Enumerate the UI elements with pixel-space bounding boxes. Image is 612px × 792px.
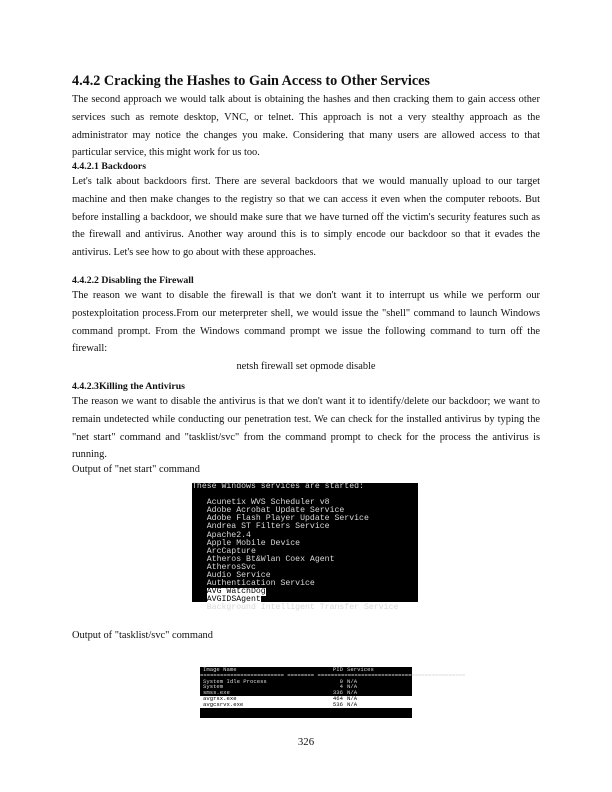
console-line: Adobe Acrobat Update Service	[192, 506, 345, 516]
tasklist-row	[200, 702, 412, 708]
cell-pid: 0	[339, 677, 343, 685]
console-line: Audio Service	[192, 571, 271, 581]
cell-pid: 4	[339, 683, 343, 691]
console-line: Apache2.4	[192, 530, 251, 540]
console-line: Adobe Flash Player Update Service	[192, 514, 369, 524]
cell-services: Services	[347, 666, 374, 673]
section-heading: 4.4.2 Cracking the Hashes to Gain Access to Other Services	[72, 73, 430, 89]
console-line: AtherosSvc	[192, 562, 256, 572]
cell-image-name: System Idle Process	[203, 677, 267, 685]
highlighted-service: AVGIDSAgent	[206, 595, 261, 605]
cell-services: N/A	[347, 700, 358, 708]
cell-services: N/A	[347, 689, 358, 697]
intro-paragraph: The second approach we would talk about is obtaining the hashes and then cracking them to gain access other services such as remote desktop, VNC, or telnet. This approach is not a very stealthy approach as the administrator may notice the changes you make. Considering that many users are allowed access to that particular service, this might work for us too.	[72, 94, 540, 159]
figure1-caption: Output of "net start" command	[72, 464, 200, 475]
console-line: ArcCapture	[192, 546, 256, 556]
cell-pid: PID	[332, 666, 343, 673]
console-line: Authentication Service	[192, 579, 315, 589]
console-line: These Windows services are started:	[192, 482, 364, 491]
net-start-console-screenshot	[192, 482, 418, 613]
cell-services: N/A	[347, 677, 358, 685]
cell-image-name: System	[203, 683, 224, 691]
firewall-paragraph: The reason we want to disable the firewall is that we don't want it to interrupt us while we perform our postexploitation process.From our meterpreter shell, we would issue the "shell" command to launch Windows command prompt. From the Windows command prompt we issue the following command to turn off the firewall:	[72, 290, 540, 355]
backdoors-heading: 4.4.2.1 Backdoors	[72, 161, 147, 172]
console-line: Atheros Bt&Wlan Coex Agent	[192, 554, 335, 564]
firewall-heading: 4.4.2.2 Disabling the Firewall	[72, 275, 194, 286]
console-line: Background Intelligent Transfer Service	[192, 603, 399, 613]
firewall-command: netsh firewall set opmode disable	[236, 361, 376, 372]
cell-pid: 336	[332, 689, 343, 697]
console-line: Apple Mobile Device	[192, 538, 301, 548]
cell-image-name: Image Name	[203, 666, 237, 673]
cell-image-name: avgrsx.exe	[203, 694, 237, 702]
backdoors-paragraph: Let's talk about backdoors first. There are several backdoors that we would manually upload to our target machine and then make changes to the registry so that we can access it even when the computer reboots. But before installing a backdoor, we should make sure that we have turned off the victim's security features such as the firewall and antivirus. Another way around this is to simply encode our backdoor so that it evades the antivirus. Let's see how to go about with these approaches.	[72, 176, 540, 259]
cell-image-name: smss.exe	[203, 689, 230, 697]
antivirus-paragraph: The reason we want to disable the antivirus is that we don't want it to identify/delete our backdoor; we want to remain undetected while conducting our penetration test. We can check for the installed antivirus by typing the "net start" command and "tasklist/svc" from the command prompt to check for the process the antivirus is running.	[72, 396, 540, 461]
cell-services: N/A	[347, 683, 358, 691]
console-line: Acunetix WVS Scheduler v8	[192, 498, 330, 508]
tasklist-separator: ========================= ======== ============================================	[200, 671, 466, 679]
antivirus-heading: 4.4.2.3Killing the Antivirus	[72, 381, 185, 392]
console-line: Andrea ST Filters Service	[192, 522, 330, 532]
cell-pid: 536	[332, 700, 343, 708]
page-number: 326	[297, 736, 315, 748]
cell-services: N/A	[347, 694, 358, 702]
cell-image-name: avgcsrvx.exe	[203, 700, 244, 708]
highlighted-service: AVG WatchDog	[206, 587, 266, 597]
cell-pid: 464	[332, 694, 343, 702]
figure2-caption: Output of "tasklist/svc" command	[72, 630, 213, 641]
tasklist-console-screenshot	[200, 666, 466, 718]
